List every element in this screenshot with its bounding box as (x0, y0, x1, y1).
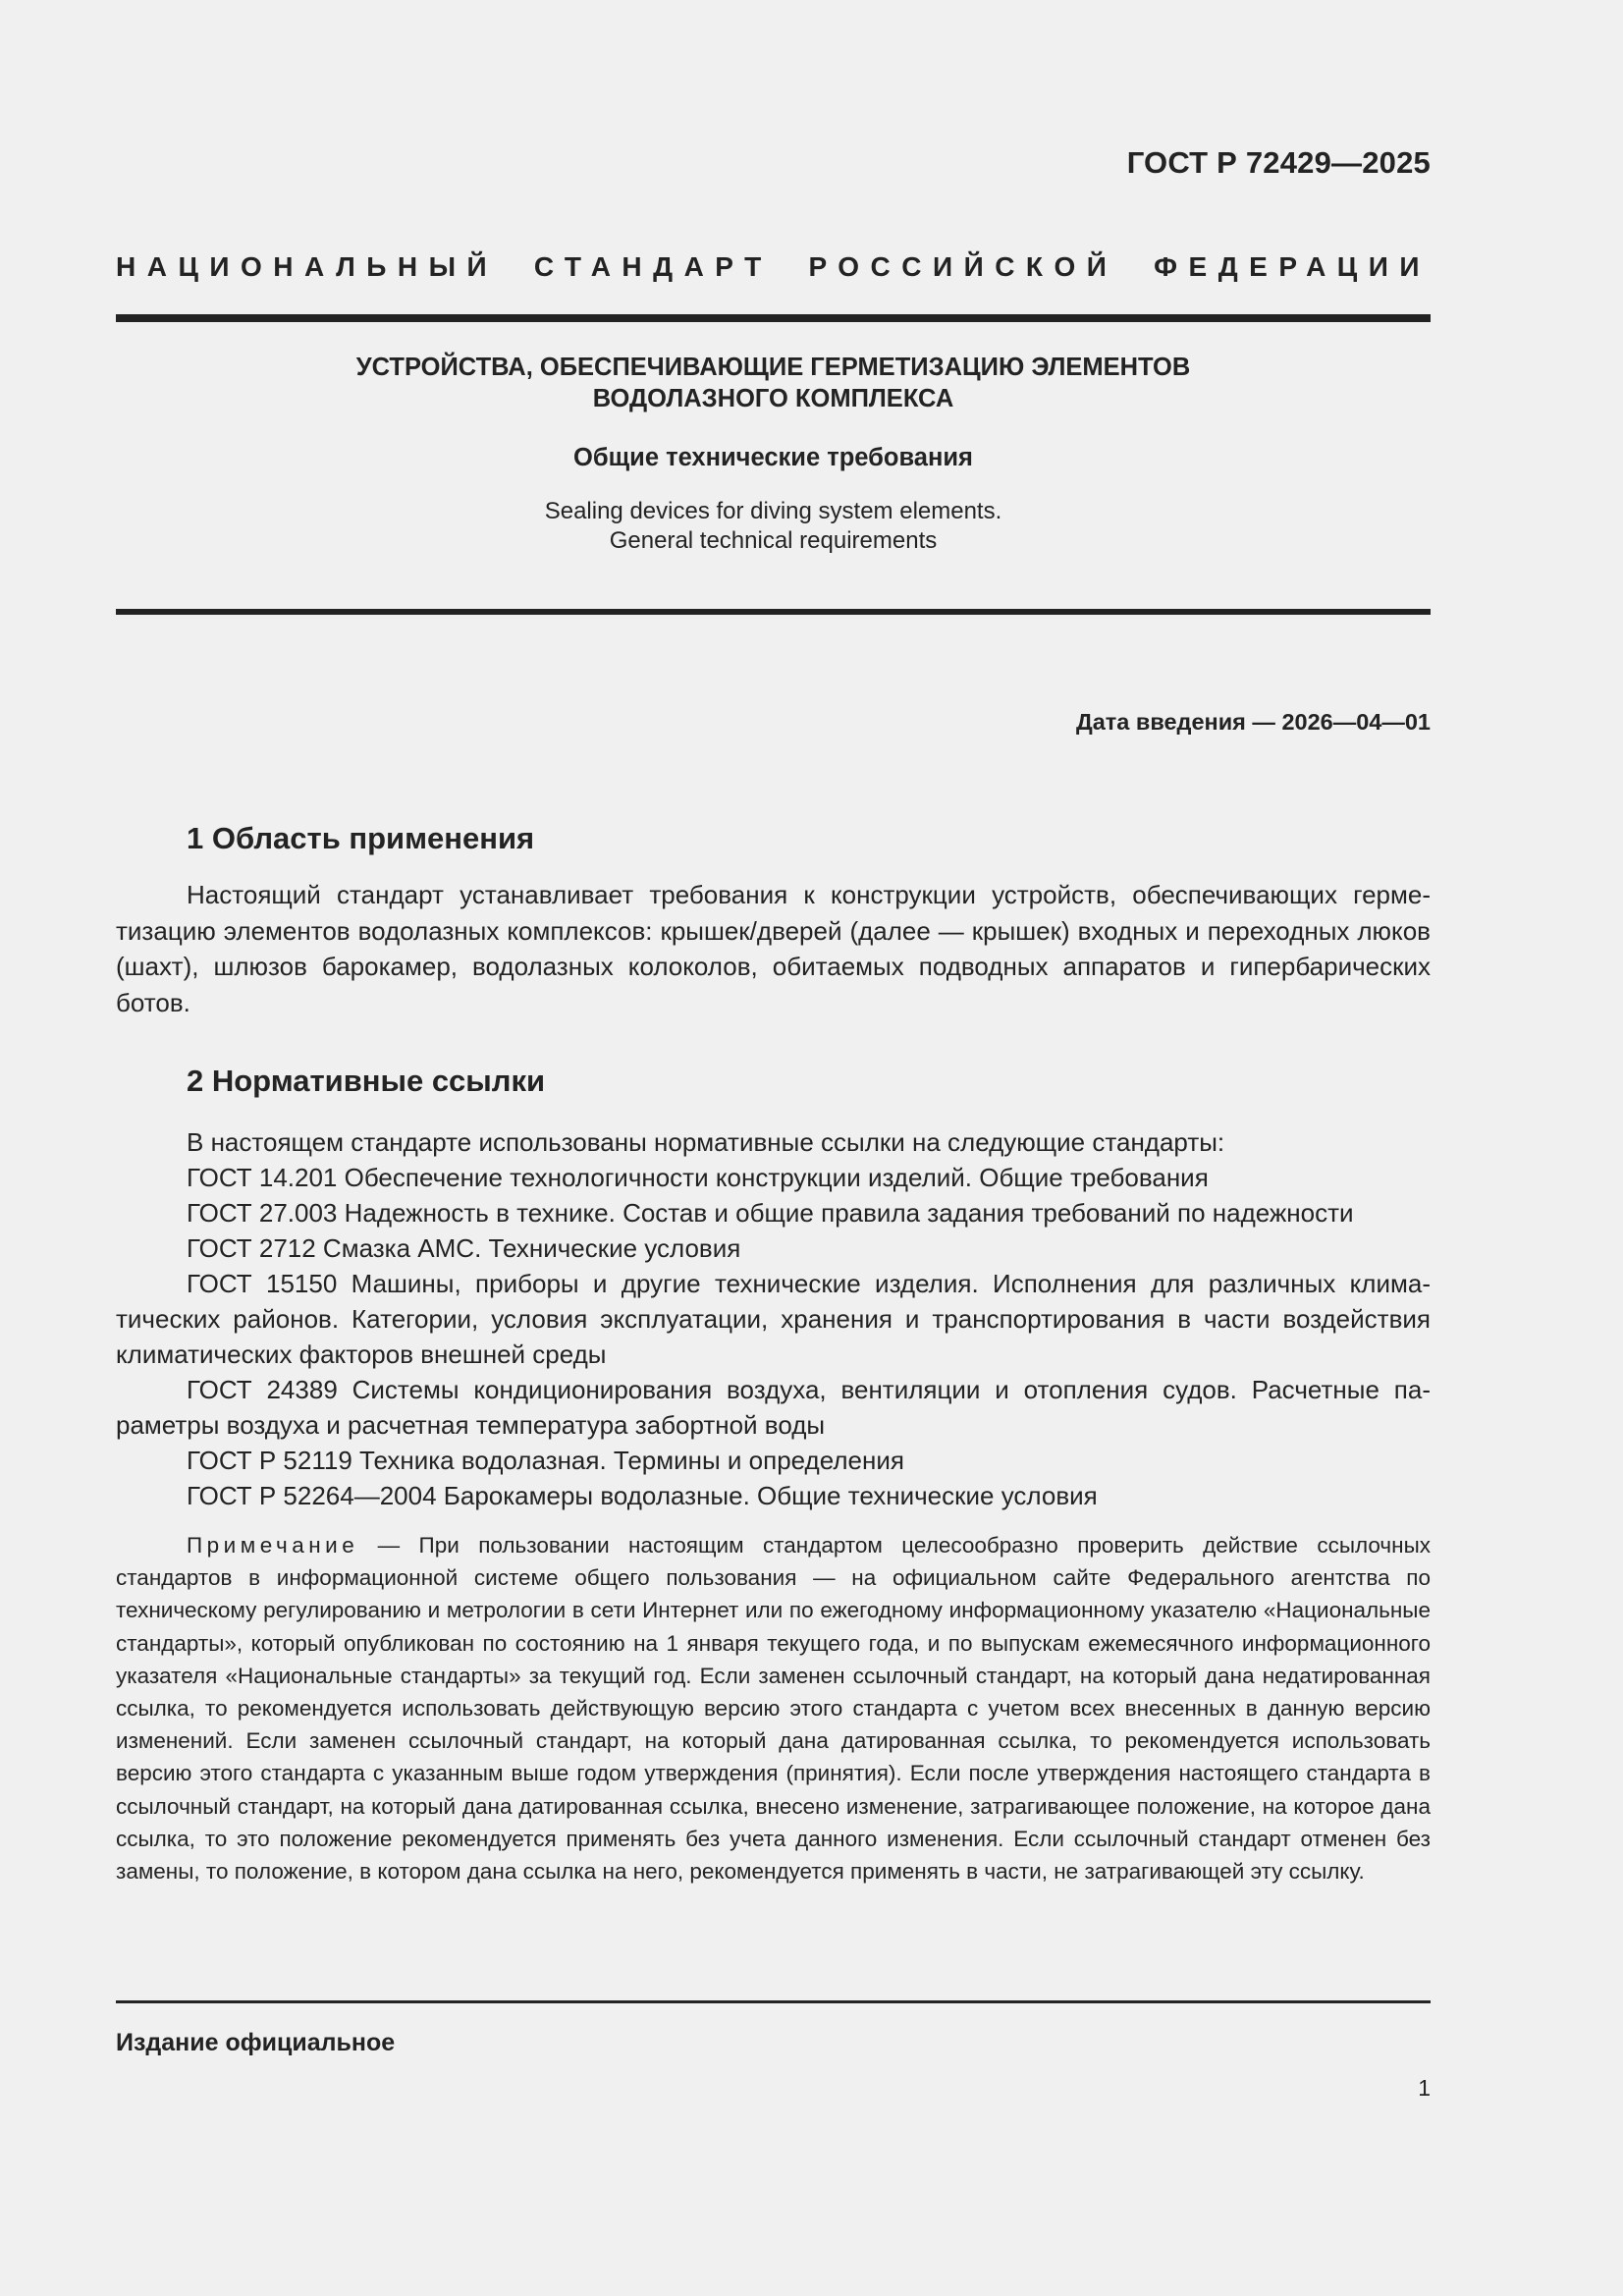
official-edition-label: Издание официальное (116, 2029, 396, 2056)
reference-item: ГОСТ 24389 Системы кондиционирования воздуха, вентиляции и отопления судов. Расчетные параметры воздуха и расчетная температура забортной воды (116, 1375, 1431, 1440)
footer-divider (116, 2000, 1431, 2003)
subtitle-ru: Общие технические требования (573, 444, 973, 471)
reference-item: ГОСТ 14.201 Обеспечение технологичности конструкции изделий. Общие требования (187, 1163, 1209, 1192)
note-label: Примечание (187, 1533, 359, 1558)
section-1-paragraph: Настоящий стандарт устанавливает требования к конструкции устройств, обеспечивающих герметизацию элементов водолазных комплексов: крышек/дверей (далее — крышек) входных и переходных люков (шахт), шлюзов барокамер, водолазных колоколов, обитаемых подводных аппаратов и гипербарических ботов. (116, 880, 1431, 1017)
intro-date: Дата введения — 2026—04—01 (1075, 709, 1431, 735)
title-block (116, 352, 1431, 556)
top-divider (116, 314, 1431, 322)
reference-item: ГОСТ 27.003 Надежность в технике. Состав и общие правила задания требований по надежности (187, 1198, 1354, 1228)
title-ru-line2: ВОДОЛАЗНОГО КОМПЛЕКСА (592, 385, 954, 412)
national-standard-title: НАЦИОНАЛЬНЫЙ СТАНДАРТ РОССИЙСКОЙ ФЕДЕРАЦИИ (116, 251, 1431, 282)
section-1-heading: 1 Область применения (187, 821, 535, 855)
title-en-line2: General technical requirements (609, 527, 938, 554)
reference-item: ГОСТ Р 52264—2004 Барокамеры водолазные. Общие технические условия (187, 1481, 1098, 1510)
title-divider (116, 609, 1431, 615)
title-ru (116, 352, 1431, 414)
gost-number: ГОСТ Р 72429—2025 (1126, 145, 1431, 180)
reference-item: ГОСТ Р 52119 Техника водолазная. Термины и определения (187, 1446, 904, 1475)
title-ru-line1: УСТРОЙСТВА, ОБЕСПЕЧИВАЮЩИЕ ГЕРМЕТИЗАЦИЮ ЭЛЕМЕНТОВ (355, 354, 1191, 381)
normative-references-list (116, 1124, 1431, 1513)
title-en-line1: Sealing devices for diving system elements. (544, 498, 1002, 524)
section-2-heading: 2 Нормативные ссылки (187, 1064, 546, 1098)
references-intro: В настоящем стандарте использованы нормативные ссылки на следующие стандарты: (187, 1127, 1225, 1157)
title-en (116, 497, 1431, 556)
page-number: 1 (1418, 2075, 1431, 2101)
note-text: — При пользовании настоящим стандартом целесообразно проверить действие ссылочных стандартов в информационной системе общего пользования — на официальном сайте Федерального агентства по техническому регулированию и метрологии в сети Интернет или по ежегодному информационному указателю «Национальные стандарты», который опубликован по состоянию на 1 января текущего года, и по выпускам ежемесячного информационного указателя «Национальные стандарты» за текущий год. Если заменен ссылочный стандарт, на который дана недатированная ссылка, то рекомендуется использовать действующую версию этого стандарта с учетом всех внесенных в данную версию изменений. Если заменен ссылочный стандарт, на который дана датированная ссылка, то рекомендуется использовать версию этого стандарта с указанным выше годом утверждения (принятия). Если после утверждения настоящего стандарта в ссылочный стандарт, на который дана датированная ссылка, внесено изменение, затрагивающее положение, на которое дана ссылка, то это положение рекомендуется применять без учета данного изменения. Если ссылочный стандарт отменен без замены, то положение, в котором дана ссылка на него, рекомендуется применять в части, не затрагивающей эту ссылку. (116, 1533, 1431, 1885)
note-paragraph (116, 1529, 1431, 1887)
reference-item: ГОСТ 2712 Смазка АМС. Технические условия (187, 1233, 741, 1263)
reference-item: ГОСТ 15150 Машины, приборы и другие технические изделия. Исполнения для различных климатических районов. Категории, условия эксплуатации, хранения и транспортирования в части воздействия климатических факторов внешней среды (116, 1269, 1431, 1369)
